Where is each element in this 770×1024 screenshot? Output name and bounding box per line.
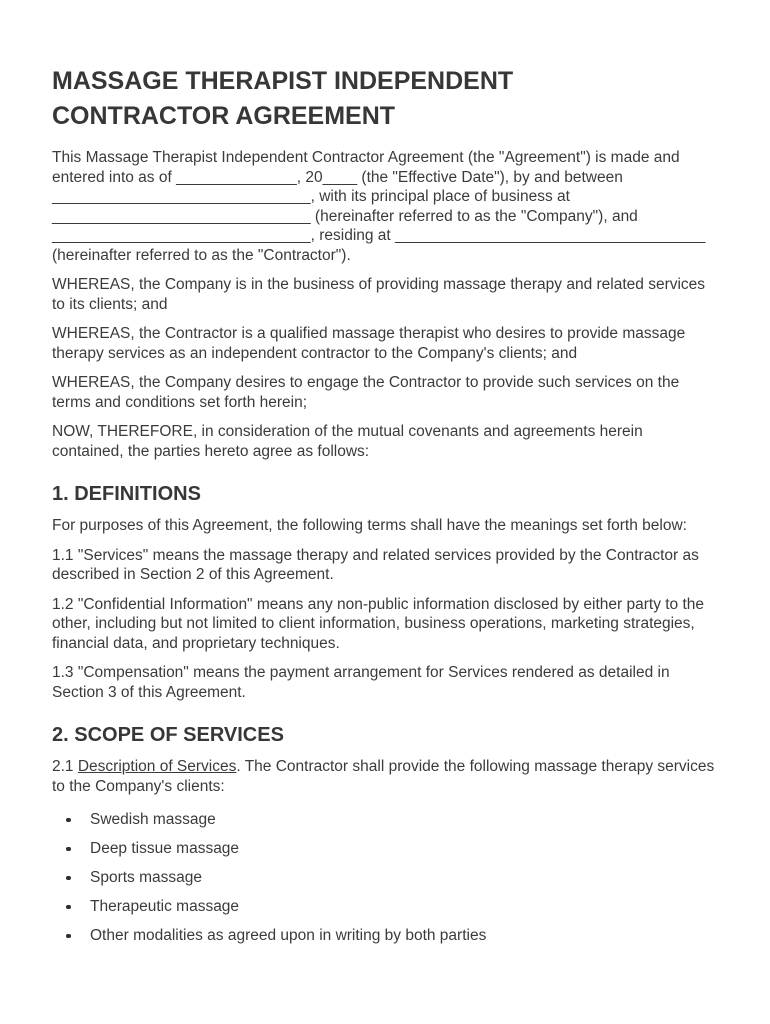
- recital-paragraph-3: WHEREAS, the Company desires to engage the Contractor to provide such services on the terms and conditions set forth herein;: [52, 374, 680, 411]
- clause-1-3: 1.3 "Compensation" means the payment arrangement for Services rendered as detailed in Section 3 of this Agreement.: [52, 664, 670, 701]
- section-heading-scope-of-services: 2. SCOPE OF SERVICES: [52, 724, 284, 746]
- service-list-item: [52, 839, 717, 859]
- clause-2-1-text: . The Contractor shall provide the following massage therapy services to the Company's clients:: [52, 758, 715, 795]
- service-list-item: [52, 810, 717, 830]
- intro-paragraph: This Massage Therapist Independent Contractor Agreement (the "Agreement") is made and entered into as of ______________, 20____ (the "Effective Date"), by and between ______________________________, with its principal place of business at ______________________________ (hereinafter referred to as the "Company"), and ______________________________, residing at ____________________________________ (hereinafter referred to as the "Contractor").: [52, 149, 706, 264]
- service-list-item-label: Swedish massage: [90, 811, 216, 828]
- page-title: MASSAGE THERAPIST INDEPENDENT CONTRACTOR AGREEMENT: [52, 67, 514, 130]
- document-body: [52, 148, 717, 946]
- recital-paragraph-4: NOW, THEREFORE, in consideration of the mutual covenants and agreements herein contained, the parties hereto agree as follows:: [52, 423, 643, 460]
- section-heading-definitions: 1. DEFINITIONS: [52, 483, 201, 505]
- service-list-item-label: Deep tissue massage: [90, 840, 240, 857]
- bullet-icon: [66, 934, 71, 939]
- clause-2-1-number: 2.1: [52, 758, 78, 775]
- definitions-lead-paragraph: For purposes of this Agreement, the following terms shall have the meanings set forth below:: [52, 517, 687, 534]
- clause-2-1: [52, 757, 717, 796]
- service-list: [52, 810, 717, 946]
- recital-paragraph-1: WHEREAS, the Company is in the business of providing massage therapy and related services to its clients; and: [52, 276, 706, 313]
- service-list-item: [52, 897, 717, 917]
- service-list-item: [52, 926, 717, 946]
- bullet-icon: [66, 876, 71, 881]
- clause-1-2: 1.2 "Confidential Information" means any non-public information disclosed by either party to the other, including but not limited to client information, business operations, marketing strategies, financial data, and proprietary techniques.: [52, 595, 705, 652]
- clause-2-1-underlined-label: Description of Services: [77, 758, 237, 775]
- bullet-icon: [66, 818, 71, 823]
- service-list-item-label: Therapeutic massage: [90, 898, 240, 915]
- clause-1-1: 1.1 "Services" means the massage therapy and related services provided by the Contractor as described in Section 2 of this Agreement.: [52, 546, 699, 583]
- bullet-icon: [66, 847, 71, 852]
- recital-paragraph-2: WHEREAS, the Contractor is a qualified massage therapist who desires to provide massage therapy services as an independent contractor to the Company's clients; and: [52, 325, 686, 362]
- bullet-icon: [66, 905, 71, 910]
- service-list-item-label: Other modalities as agreed upon in writing by both parties: [90, 927, 487, 944]
- service-list-item: [52, 868, 717, 888]
- service-list-item-label: Sports massage: [90, 869, 202, 886]
